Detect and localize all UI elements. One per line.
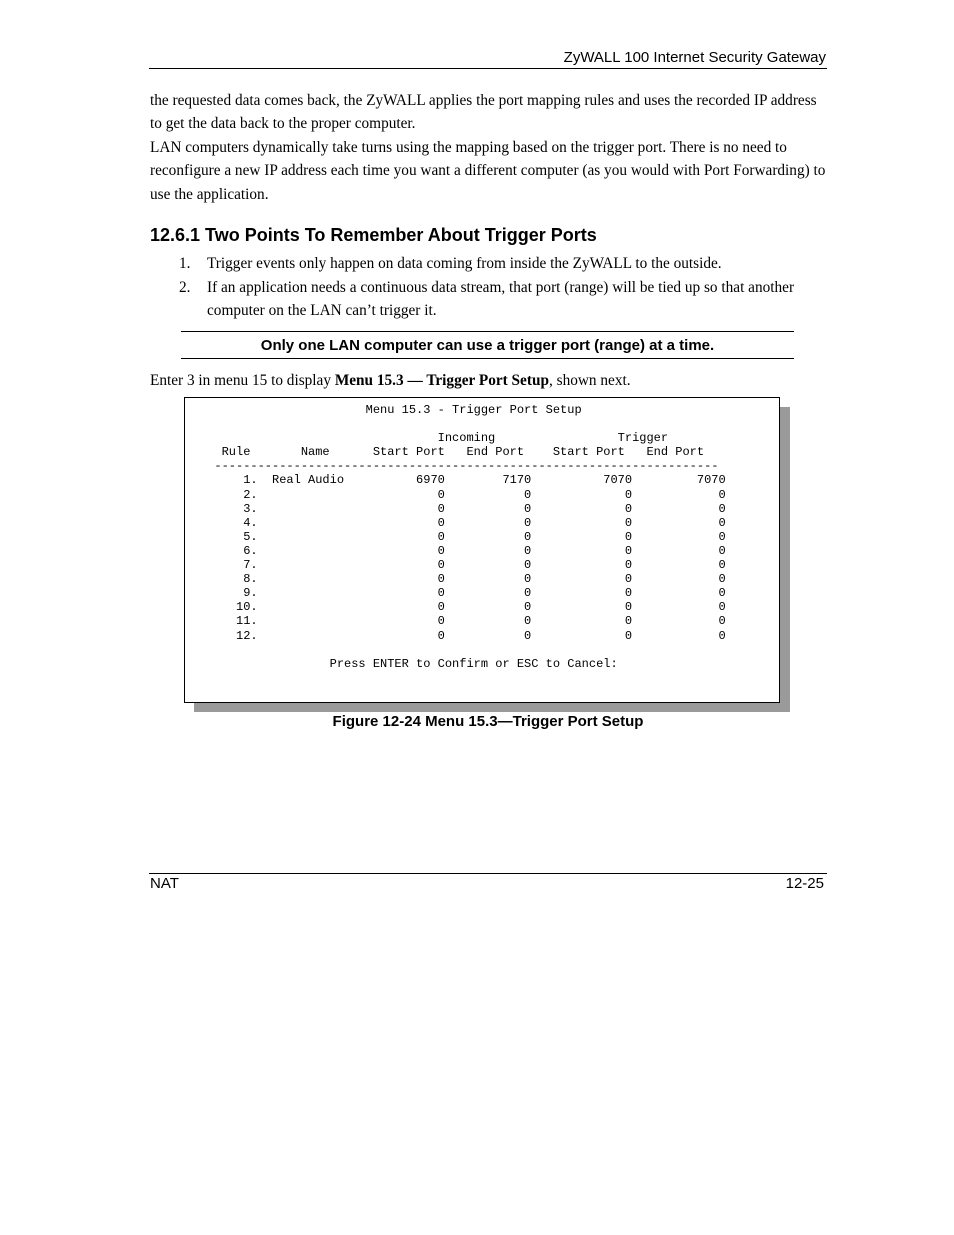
terminal-line: 3. 0 0 0 0 [200, 501, 726, 516]
footer-page-number: 12-25 [785, 875, 824, 892]
footer-chapter-label: NAT [150, 875, 179, 892]
terminal-line: 6. 0 0 0 0 [200, 543, 726, 558]
page-header-title: ZyWALL 100 Internet Security Gateway [563, 49, 826, 66]
list-item-text: Trigger events only happen on data coming from inside the ZyWALL to the outside. [207, 255, 722, 272]
terminal-line: Press ENTER to Confirm or ESC to Cancel: [200, 656, 618, 671]
figure-intro-sentence [150, 369, 631, 392]
terminal-line: ---------------------------------------------------------------------- [200, 459, 719, 474]
footer-divider [149, 873, 827, 874]
terminal-line: Rule Name Start Port End Port Start Port End Port [200, 445, 705, 460]
header-divider [149, 68, 827, 69]
terminal-line: 2. 0 0 0 0 [200, 487, 726, 502]
terminal-line: 10. 0 0 0 0 [200, 600, 726, 615]
intro-prefix: Enter 3 in menu 15 to display [150, 372, 335, 389]
list-item-text: If an application needs a continuous data stream, that port (range) will be tied up so that another computer on the LAN can’t trigger it. [207, 279, 795, 320]
intro-suffix: , shown next. [548, 372, 631, 389]
terminal-line: 12. 0 0 0 0 [200, 628, 726, 643]
terminal-line: 8. 0 0 0 0 [200, 572, 726, 587]
terminal-line: 5. 0 0 0 0 [200, 529, 726, 544]
terminal-screen-text [200, 403, 726, 671]
list-item-number: 1. [179, 255, 191, 272]
body-paragraph-1: the requested data comes back, the ZyWALL applies the port mapping rules and uses the recorded IP address to get the data back to the proper computer. [150, 92, 817, 133]
terminal-line: 1. Real Audio 6970 7170 7070 7070 [200, 473, 726, 488]
note-callout [181, 331, 794, 359]
terminal-line: 9. 0 0 0 0 [200, 586, 726, 601]
terminal-line: 4. 0 0 0 0 [200, 515, 726, 530]
terminal-line: 7. 0 0 0 0 [200, 558, 726, 573]
section-heading: 12.6.1 Two Points To Remember About Trigger Ports [150, 225, 597, 245]
figure-caption: Figure 12-24 Menu 15.3—Trigger Port Setup [332, 713, 644, 730]
terminal-line: 11. 0 0 0 0 [200, 614, 726, 629]
note-text: Only one LAN computer can use a trigger port (range) at a time. [260, 337, 715, 354]
terminal-line: Incoming Trigger [200, 431, 669, 446]
list-item-number: 2. [179, 279, 191, 296]
terminal-line: Menu 15.3 - Trigger Port Setup [200, 403, 582, 417]
intro-menu-name: Menu 15.3 — Trigger Port Setup [334, 372, 549, 389]
body-paragraph-2: LAN computers dynamically take turns using the mapping based on the trigger port. There is no need to reconfigure a new IP address each time you want a different computer (as you would with Port Forwarding) to use the application. [150, 139, 826, 203]
